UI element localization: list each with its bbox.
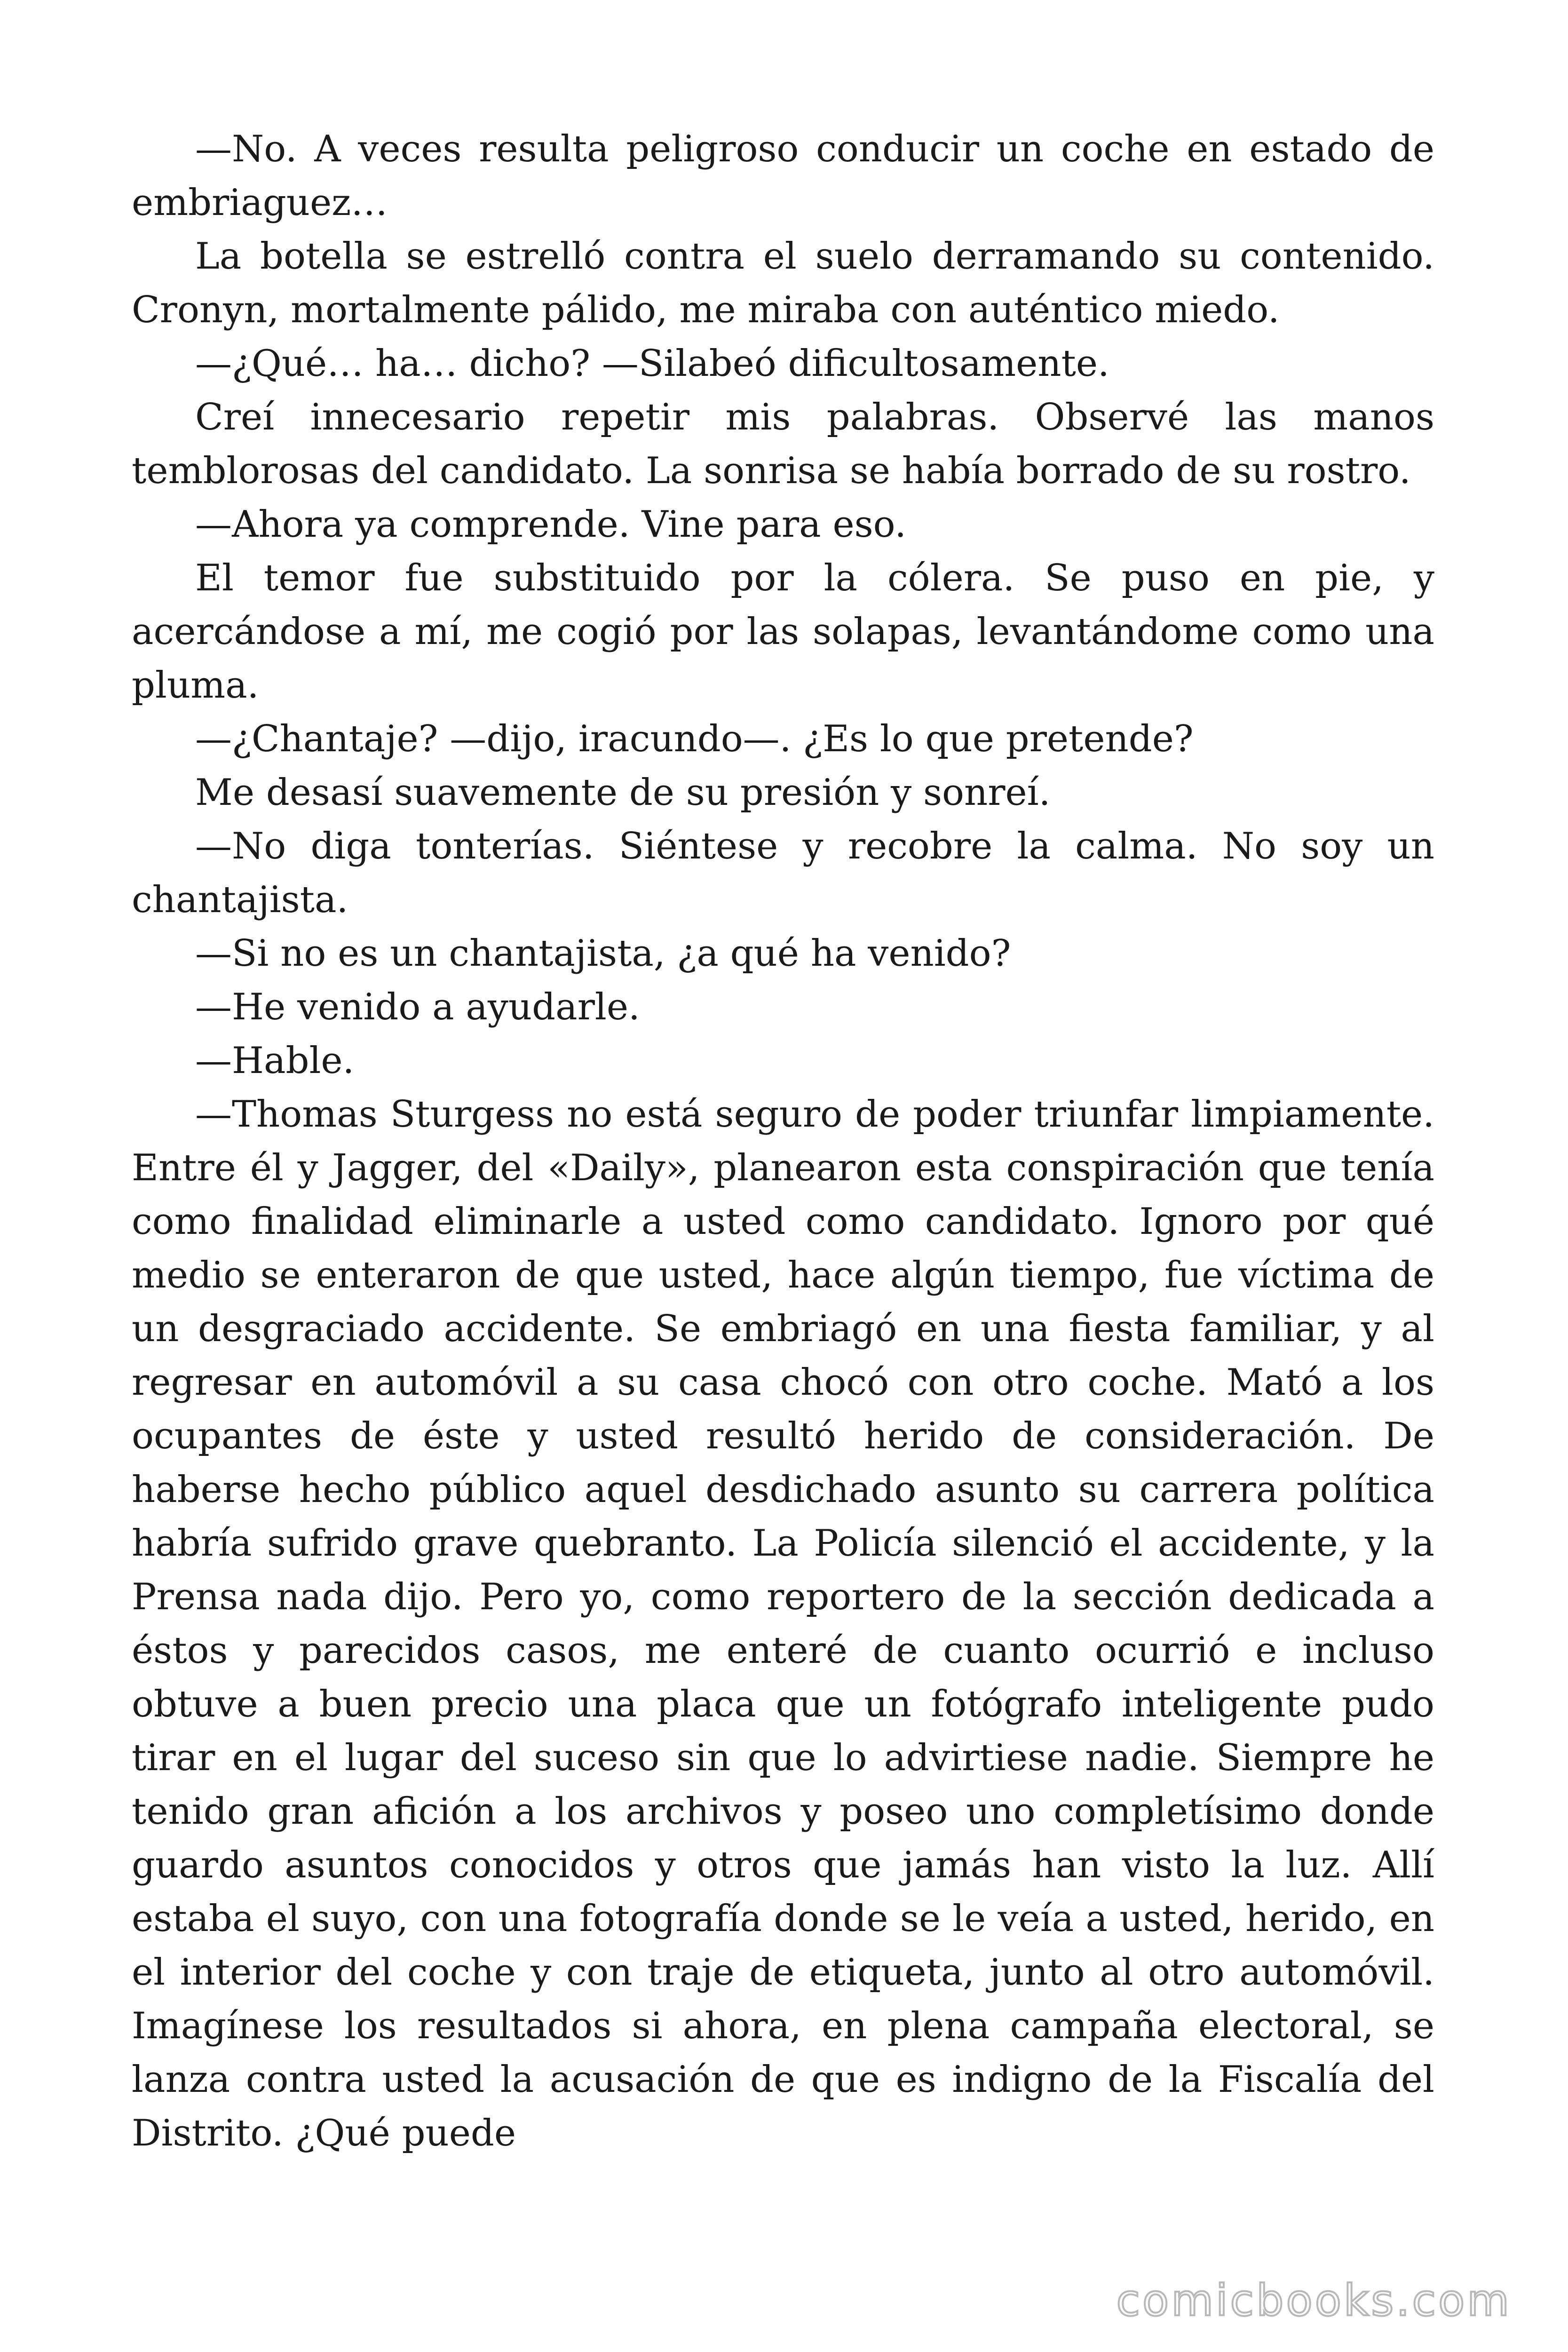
paragraph: La botella se estrelló contra el suelo derramando su contenido. Cronyn, mortalmente pálido, me miraba con auténtico miedo.	[132, 235, 1434, 331]
paragraph: Creí innecesario repetir mis palabras. Observé las manos temblorosas del candidato. La sonrisa se había borrado de su rostro.	[132, 396, 1434, 492]
paragraph: —Si no es un chantajista, ¿a qué ha venido?	[195, 932, 1011, 975]
paragraph: —Thomas Sturgess no está seguro de poder triunfar limpiamente. Entre él y Jagger, del «Daily», planearon esta conspiración que tenía como finalidad eliminarle a usted como candidato. Ignoro por qué medio se enteraron de que usted, hace algún tiempo, fue víctima de un desgraciado accidente. Se embriagó en una fiesta familiar, y al regresar en automóvil a su casa chocó con otro coche. Mató a los ocupantes de éste y usted resultó herido de consideración. De haberse hecho público aquel desdichado asunto su carrera política habría sufrido grave quebranto. La Policía silenció el accidente, y la Prensa nada dijo. Pero yo, como reportero de la sección dedicada a éstos y parecidos casos, me enteré de cuanto ocurrió e incluso obtuve a buen precio una placa que un fotógrafo inteligente pudo tirar en el lugar del suceso sin que lo advirtiese nadie. Siempre he tenido gran afición a los archivos y poseo uno completísimo donde guardo asuntos conocidos y otros que jamás han visto la luz. Allí estaba el suyo, con una fotografía donde se le veía a usted, herido, en el interior del coche y con traje de etiqueta, junto al otro automóvil. Imagínese los resultados si ahora, en plena campaña electoral, se lanza contra usted la acusación de que es indigno de la Fiscalía del Distrito. ¿Qué puede	[132, 1093, 1434, 2154]
paragraph: El temor fue substituido por la cólera. Se puso en pie, y acercándose a mí, me cogió por las solapas, levantándome como una pluma.	[132, 557, 1434, 707]
paragraph: Me desasí suavemente de su presión y sonreí.	[195, 771, 1051, 814]
paragraph: —Hable.	[195, 1040, 355, 1082]
paragraph: —¿Chantaje? —dijo, iracundo—. ¿Es lo que pretende?	[195, 718, 1194, 760]
paragraph: —He venido a ayudarle.	[195, 986, 640, 1028]
body-text	[132, 122, 1434, 2160]
paragraph: —¿Qué… ha… dicho? —Silabeó dificultosamente.	[195, 342, 1109, 385]
paragraph: —No diga tonterías. Siéntese y recobre la calma. No soy un chantajista.	[132, 825, 1434, 921]
watermark: comicbooks.com	[1116, 2275, 1512, 2326]
paragraph: —Ahora ya comprende. Vine para eso.	[195, 503, 907, 546]
paragraph: —No. A veces resulta peligroso conducir un coche en estado de embriaguez…	[132, 128, 1434, 224]
